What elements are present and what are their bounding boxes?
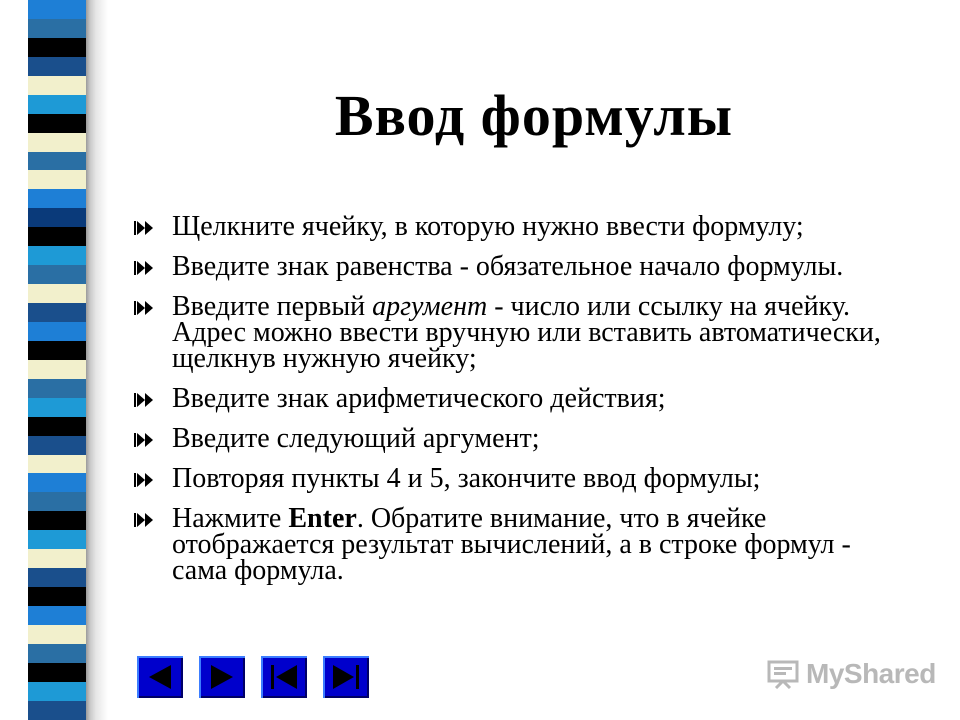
stripe-segment [28,663,86,682]
last-slide-button[interactable] [323,656,369,698]
stripe-segment [28,114,86,133]
stripe-segment [28,625,86,644]
bullet-item [130,211,890,242]
double-arrow-bullet-icon [134,433,156,447]
bullet-item [130,291,890,374]
double-arrow-bullet-icon [134,513,156,527]
previous-slide-button[interactable] [137,656,183,698]
stripe-segment [28,57,86,76]
arrow-right-icon [199,656,245,698]
stripe-segment [28,492,86,511]
presentation-board-icon [766,659,800,689]
stripe-segment [28,379,86,398]
bullet-item [130,463,890,494]
bullet-text: - число или ссылку на ячейку. Адрес можно ввести вручную или вставить автоматически, щелкнув нужную ячейку; [172,291,881,374]
stripe-segment [28,322,86,341]
bullet-item [130,503,890,586]
stripe-segment [28,284,86,303]
bullet-text: Введите первый [172,291,373,322]
stripe-segment [28,587,86,606]
stripe-segment [28,341,86,360]
double-arrow-bullet-icon [134,221,156,235]
bullet-text: Введите знак арифметического действия; [172,383,666,414]
stripe-segment [28,606,86,625]
first-slide-button[interactable] [261,656,307,698]
bullet-list [130,211,890,598]
stripe-segment [28,436,86,455]
stripe-segment [28,189,86,208]
decorative-stripe [28,0,86,720]
stripe-segment [28,208,86,227]
stripe-segment [28,511,86,530]
double-arrow-bullet-icon [134,393,156,407]
double-arrow-bullet-icon [134,301,156,315]
bullet-text: Щелкните ячейку, в которую нужно ввести формулу; [172,211,804,242]
first-slide-icon [261,656,307,698]
last-slide-icon [323,656,369,698]
bullet-text: Enter [288,503,357,534]
bullet-text: Нажмите [172,503,289,534]
slide-title: Ввод формулы [334,83,734,148]
double-arrow-bullet-icon [134,473,156,487]
stripe-segment [28,417,86,436]
stripe-segment [28,76,86,95]
stripe-segment [28,152,86,171]
myshared-logo [766,658,936,690]
stripe-shadow [86,0,108,720]
stripe-segment [28,455,86,474]
stripe-segment [28,227,86,246]
next-slide-button[interactable] [199,656,245,698]
stripe-segment [28,133,86,152]
stripe-segment [28,398,86,417]
bullet-text: Повторяя пункты 4 и 5, закончите ввод формулы; [172,463,761,494]
double-arrow-bullet-icon [134,261,156,275]
stripe-segment [28,95,86,114]
bullet-text: Введите знак равенства - обязательное начало формулы. [172,251,844,282]
stripe-segment [28,19,86,38]
stripe-segment [28,170,86,189]
stripe-segment [28,568,86,587]
logo-text: MyShared [806,658,936,689]
arrow-left-icon [137,656,183,698]
stripe-segment [28,246,86,265]
bullet-item [130,383,890,414]
bullet-item [130,423,890,454]
stripe-segment [28,682,86,701]
stripe-segment [28,265,86,284]
stripe-segment [28,549,86,568]
stripe-segment [28,38,86,57]
bullet-text: Введите следующий аргумент; [172,423,540,454]
stripe-segment [28,473,86,492]
bullet-text: . Обратите внимание, что в ячейке отображается результат вычислений, а в строке формул - сама формула. [172,503,851,586]
stripe-segment [28,530,86,549]
stripe-segment [28,644,86,663]
bullet-item [130,251,890,282]
stripe-segment [28,701,86,720]
stripe-segment [28,360,86,379]
bullet-text: аргумент [372,291,488,322]
stripe-segment [28,0,86,19]
stripe-segment [28,303,86,322]
slide-navigation [137,656,369,698]
